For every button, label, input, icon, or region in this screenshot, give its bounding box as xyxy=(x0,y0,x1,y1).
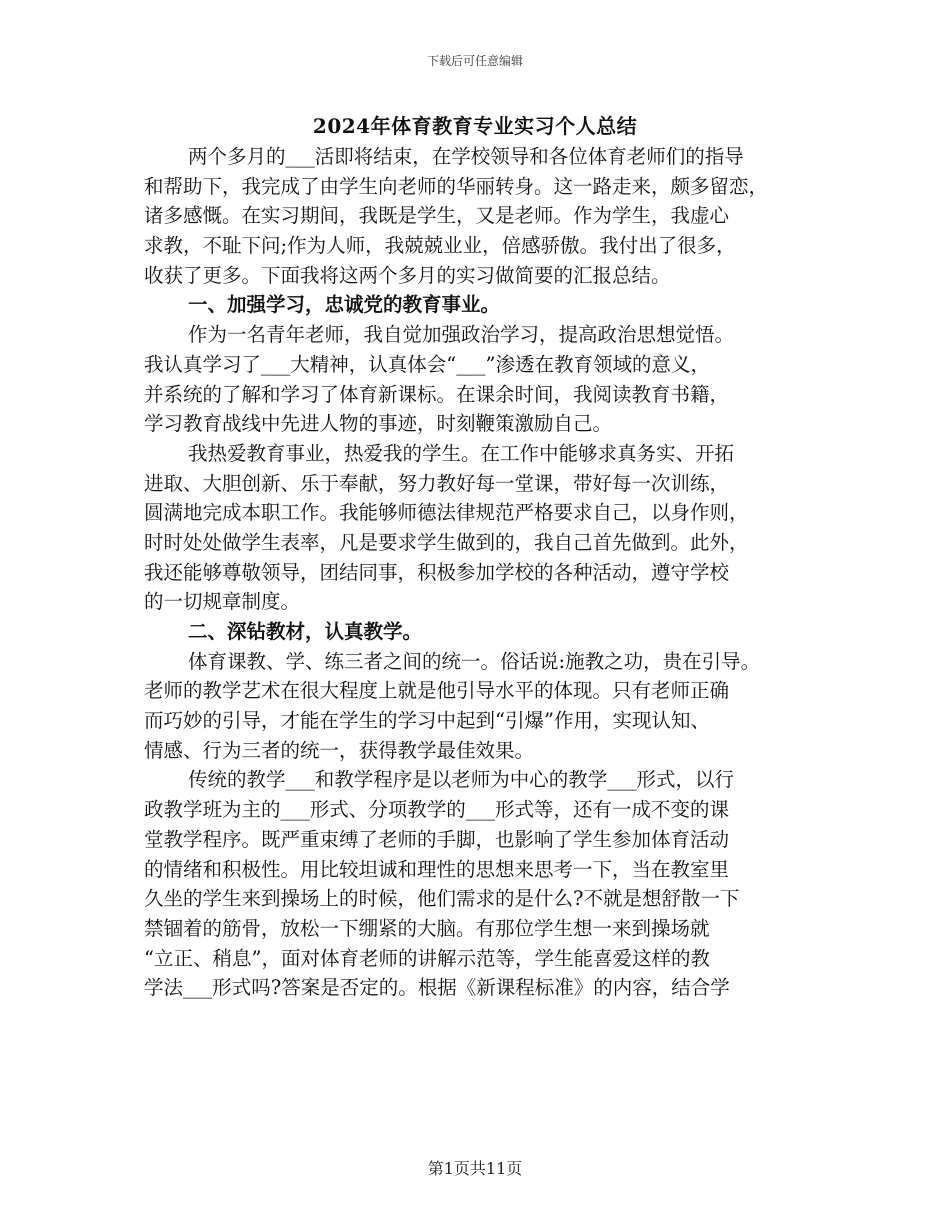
section-heading: 一、加强学习，忠诚党的教育事业。 xyxy=(188,293,501,317)
body-line: 体育课教、学、练三者之间的统一。俗话说:施教之功，贵在引导。 xyxy=(188,649,761,673)
body-line: 久坐的学生来到操场上的时候，他们需求的是什么?不就是想舒散一下 xyxy=(144,887,740,911)
body-line: 的一切规章制度。 xyxy=(144,590,301,614)
body-line: 政教学班为主的___形式、分项教学的___形式等，还有一成不变的课 xyxy=(144,798,730,822)
body-line: 收获了更多。下面我将这两个多月的实习做简要的汇报总结。 xyxy=(144,263,671,287)
body-line: 并系统的了解和学习了体育新课标。在课余时间，我阅读教育书籍， xyxy=(144,382,730,406)
body-line: 禁锢着的筋骨，放松一下绷紧的大脑。有那位学生想一来到操场就 xyxy=(144,916,710,940)
body-line: 堂教学程序。既严重束缚了老师的手脚，也影响了学生参加体育活动 xyxy=(144,827,730,851)
document-title: 2024年体育教育专业实习个人总结 xyxy=(312,114,638,138)
body-line: 而巧妙的引导，才能在学生的学习中起到“引爆”作用，实现认知、 xyxy=(144,709,710,733)
body-line: 我还能够尊敬领导，团结同事，积极参加学校的各种活动，遵守学校 xyxy=(144,560,730,584)
body-line: 我认真学习了___大精神，认真体会“___”渗透在教育领域的意义， xyxy=(144,352,710,376)
section-heading: 二、深钻教材，认真教学。 xyxy=(188,620,423,643)
body-line: 传统的教学___和教学程序是以老师为中心的教学___形式，以行 xyxy=(188,768,735,792)
body-line: 作为一名青年老师，我自觉加强政治学习，提高政治思想觉悟。 xyxy=(188,323,735,347)
body-line: 情感、行为三者的统一，获得教学最佳效果。 xyxy=(144,738,535,762)
body-line: 求教，不耻下问;作为人师，我兢兢业业，倍感骄傲。我付出了很多， xyxy=(144,234,736,258)
body-line: 老师的教学艺术在很大程度上就是他引导水平的体现。只有老师正确 xyxy=(144,679,730,703)
body-line: 诸多感慨。在实习期间，我既是学生，又是老师。作为学生，我虚心 xyxy=(144,204,730,228)
header-note: 下载后可任意编辑 xyxy=(426,54,523,68)
document-body xyxy=(144,142,824,1003)
body-line: 学习教育战线中先进人物的事迹，时刻鞭策激励自己。 xyxy=(144,412,613,436)
page-footer: 第1页共11页 xyxy=(427,1159,523,1178)
body-line: 进取、大胆创新、乐于奉献，努力教好每一堂课，带好每一次训练， xyxy=(144,471,730,495)
body-line: 时时处处做学生表率，凡是要求学生做到的，我自己首先做到。此外， xyxy=(144,530,749,554)
body-line: 的情绪和积极性。用比较坦诚和理性的思想来思考一下，当在教室里 xyxy=(144,857,730,881)
body-line: 和帮助下，我完成了由学生向老师的华丽转身。这一路走来，颇多留恋， xyxy=(144,174,769,198)
body-line: 圆满地完成本职工作。我能够师德法律规范严格要求自己，以身作则， xyxy=(144,501,749,525)
body-line: “立正、稍息”，面对体育老师的讲解示范等，学生能喜爱这样的教 xyxy=(144,946,710,970)
body-line: 我热爱教育事业，热爱我的学生。在工作中能够求真务实、开拓 xyxy=(188,441,735,465)
body-line: 学法___形式吗?答案是否定的。根据《新课程标准》的内容，结合学 xyxy=(144,976,730,1000)
body-line: 两个多月的___活即将结束，在学校领导和各位体育老师们的指导 xyxy=(188,145,744,168)
